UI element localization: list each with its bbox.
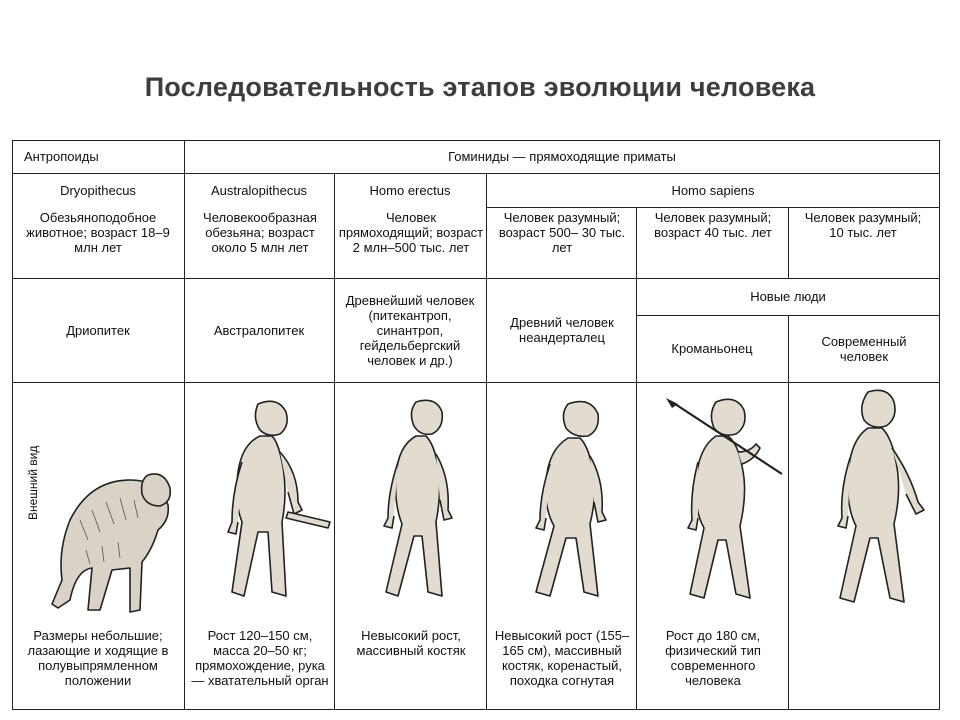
latin-australopithecus: Australopithecus <box>210 182 308 198</box>
row-label-appearance: Внешний вид <box>26 445 40 520</box>
desc-sapiens-500: Человек разумный; возраст 500– 30 тыс. лет <box>498 210 626 255</box>
latin-dryopithecus: Dryopithecus <box>60 182 136 198</box>
header-anthropoids: Антропоиды <box>24 149 99 164</box>
desc-dryopithecus: Обезьяноподобное животное; возраст 18–9 млн лет <box>26 210 170 255</box>
neanderthal-figure <box>504 392 634 607</box>
name-australopithecus: Австралопитек <box>213 322 305 338</box>
name-neanderthal: Древний человек неандерталец <box>510 315 614 345</box>
modern-human-figure <box>806 386 936 611</box>
appearance-neanderthal: Невысокий рост (155–165 см), массивный костяк, коренастый, походка согнутая <box>494 628 630 688</box>
dryopithecus-figure <box>30 450 180 620</box>
header-hominids: Гоминиды — прямоходящие приматы <box>448 149 676 164</box>
header-new-people: Новые люди <box>750 289 826 304</box>
latin-homo-sapiens: Homo sapiens <box>671 182 755 198</box>
desc-sapiens-40: Человек разумный; возраст 40 тыс. лет <box>654 210 772 240</box>
name-cromagnon: Кроманьонец <box>671 341 753 356</box>
appearance-homo-erectus: Невысокий рост, массивный костяк <box>356 628 466 658</box>
name-homo-erectus: Древнейший человек (питекантроп, синантроп, гейдельбергский человек и др.) <box>345 292 475 368</box>
homo-erectus-figure <box>350 392 480 607</box>
appearance-cromagnon: Рост до 180 см, физический тип современного человека <box>665 628 761 688</box>
appearance-dryopithecus: Размеры небольшие; лазающие и ходящие в полувыпрямленном положении <box>27 628 169 688</box>
latin-homo-erectus: Homo erectus <box>369 182 451 198</box>
name-dryopithecus: Дриопитек <box>66 322 130 338</box>
desc-australopithecus: Человекообразная обезьяна; возраст около 5 млн лет <box>203 210 317 255</box>
desc-homo-erectus: Человек прямоходящий; возраст 2 млн–500 тыс. лет <box>338 210 484 255</box>
desc-sapiens-10: Человек разумный; 10 тыс. лет <box>804 210 922 240</box>
evolution-table <box>12 140 940 710</box>
page-title: Последовательность этапов эволюции человека <box>144 72 816 102</box>
australopithecus-figure <box>202 392 332 607</box>
appearance-australopithecus: Рост 120–150 см, масса 20–50 кг; прямохождение, рука — хватательный орган <box>191 628 329 688</box>
cromagnon-figure <box>652 392 787 607</box>
name-modern-human: Современный человек <box>821 333 907 364</box>
